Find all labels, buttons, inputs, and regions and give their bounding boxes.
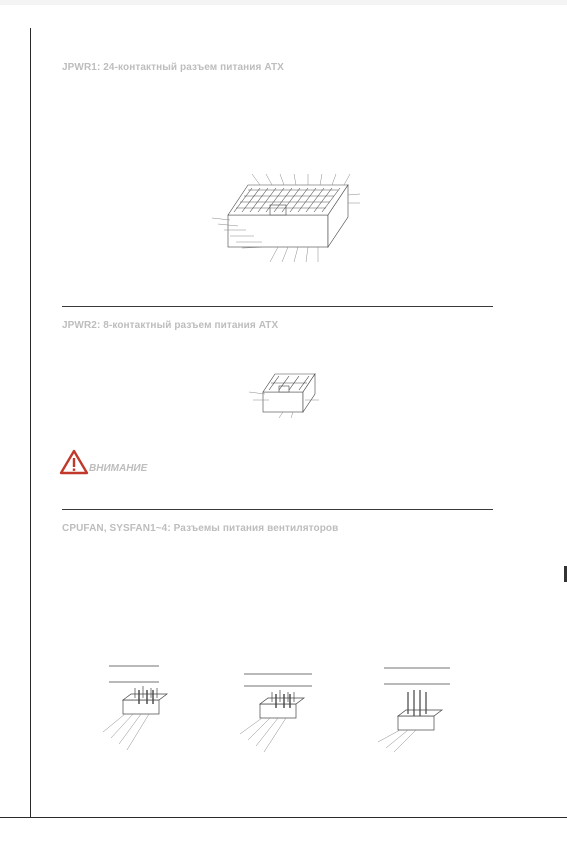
page-bottom-rule [0, 817, 567, 818]
fan-connector-3-diagram [370, 660, 460, 755]
jpwr2-heading: JPWR2: 8-контактный разъем питания ATX [62, 320, 279, 331]
fan-connector-1-diagram [95, 660, 175, 755]
jpwr2-connector-diagram [243, 370, 323, 420]
page-top-edge [0, 0, 567, 5]
jpwr1-connector-diagram [200, 170, 360, 265]
jpwr1-heading: JPWR1: 24-контактный разъем питания ATX [62, 62, 284, 73]
fans-heading: CPUFAN, SYSFAN1~4: Разъемы питания вентиляторов [62, 523, 339, 534]
warning-triangle-icon [60, 450, 88, 474]
section-divider-1 [62, 306, 493, 307]
page-left-rule [30, 28, 31, 818]
warning-label: ВНИМАНИЕ [89, 463, 148, 474]
section-divider-2 [62, 509, 493, 510]
fan-connector-2-diagram [230, 660, 320, 755]
